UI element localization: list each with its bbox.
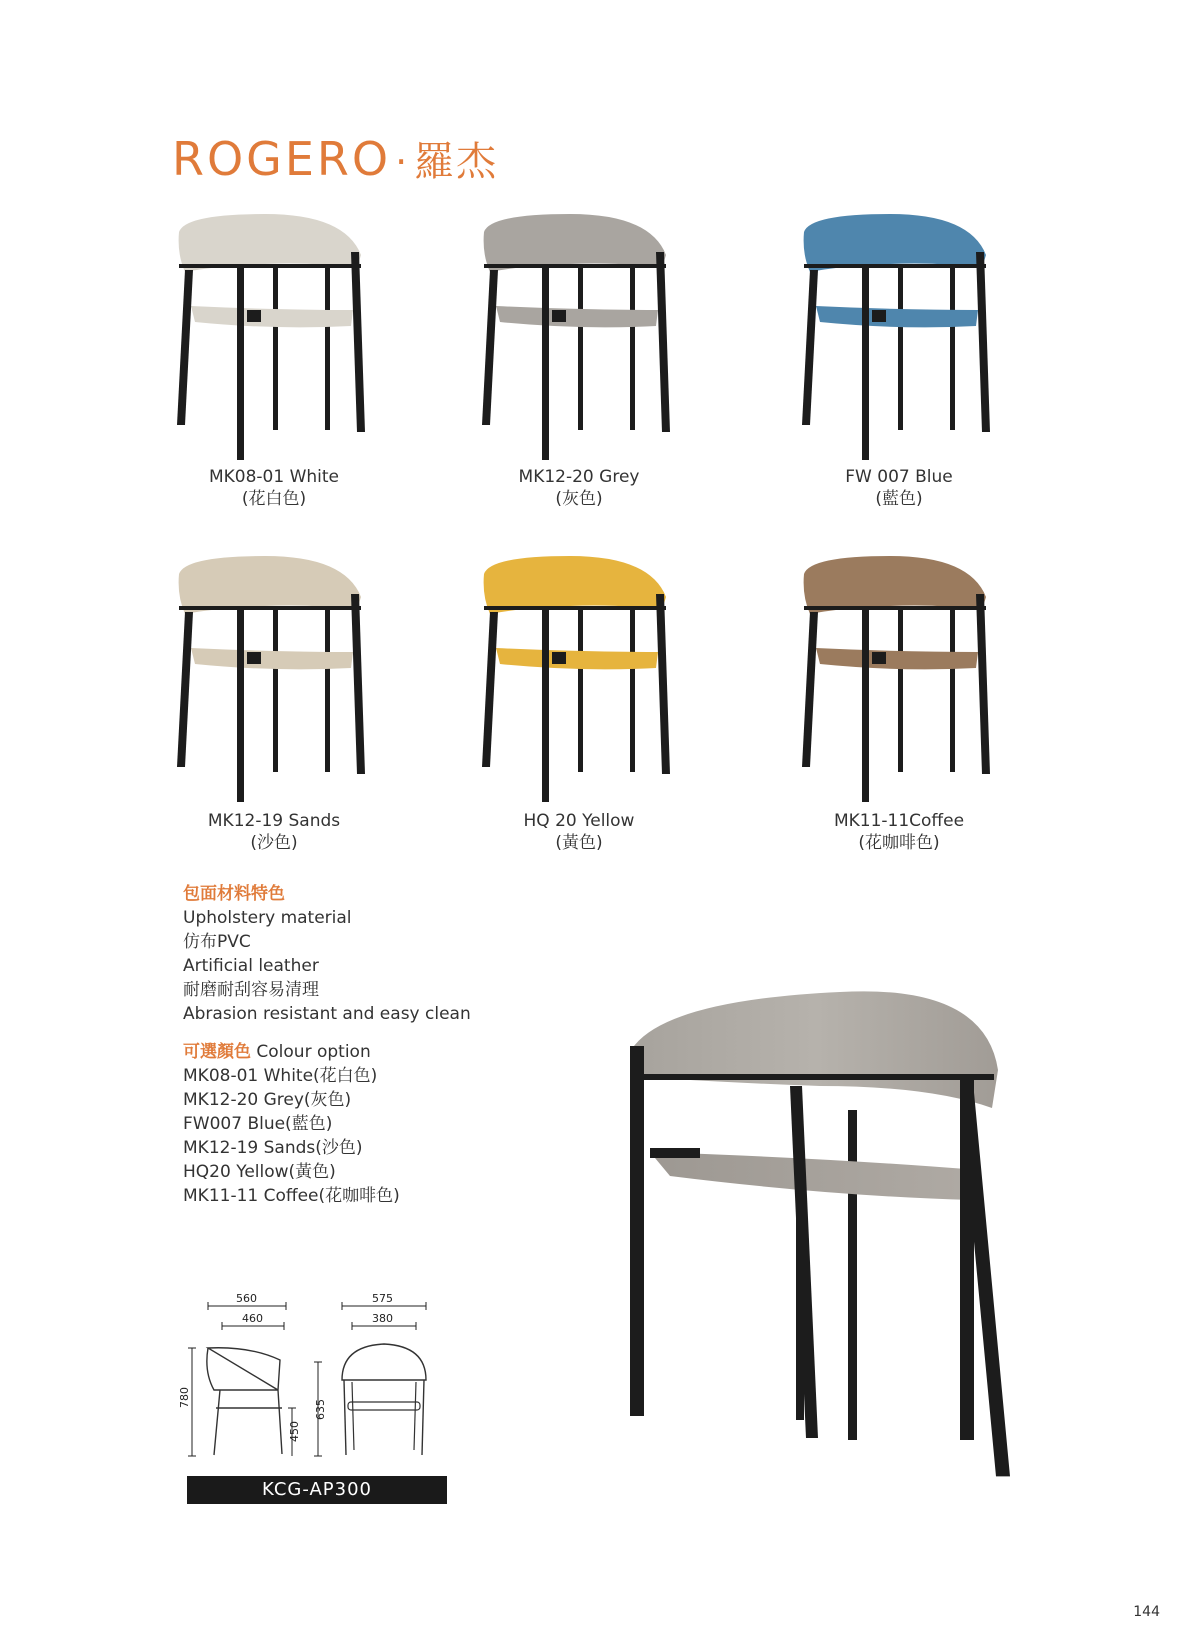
chair-leg xyxy=(482,270,498,425)
chair-code: MK08-01 White xyxy=(208,467,340,487)
dim-arm-height: 635 xyxy=(314,1399,327,1420)
chair-leg xyxy=(482,612,498,767)
spec-line: 仿布PVC xyxy=(183,932,251,952)
chair-leg xyxy=(237,606,244,802)
chair-leg xyxy=(898,265,903,430)
colour-option: HQ20 Yellow(黃色) xyxy=(183,1162,336,1182)
chair-backrest xyxy=(804,214,986,272)
dim-front-seat-width: 380 xyxy=(372,1312,393,1325)
chair-back-rail xyxy=(484,264,666,268)
colour-option: MK11-11 Coffee(花咖啡色) xyxy=(183,1186,400,1206)
chair-image-coffee xyxy=(800,552,1060,822)
chair-back-rail xyxy=(179,264,361,268)
chair-code: FW 007 Blue xyxy=(845,467,953,487)
material-specs xyxy=(183,882,471,1026)
dim-front-width: 575 xyxy=(372,1292,393,1305)
chair-image-yellow xyxy=(480,552,740,822)
brand-separator: · xyxy=(395,140,411,184)
colour-option: FW007 Blue(藍色) xyxy=(183,1114,333,1134)
chair-leg xyxy=(351,594,365,774)
chair-leg xyxy=(862,264,869,460)
chair-code: MK12-19 Sands xyxy=(207,811,341,831)
spec-line: 耐磨耐刮容易清理 xyxy=(183,980,319,1000)
chair-seat-bracket xyxy=(247,652,261,664)
spec-line: Upholstery material xyxy=(183,908,352,928)
colour-options xyxy=(183,1040,400,1208)
chair-image-grey xyxy=(480,210,740,480)
chair-back-rail xyxy=(804,264,986,268)
chair-code: HQ 20 Yellow xyxy=(523,811,635,831)
chair-caption-grey xyxy=(429,466,729,510)
chair-leg xyxy=(325,597,330,772)
chair-color-cn: (藍色) xyxy=(875,489,923,509)
chair-leg xyxy=(578,265,583,430)
chair-caption-yellow xyxy=(429,810,729,854)
chair-leg xyxy=(630,597,635,772)
page-title xyxy=(172,130,498,187)
chair-leg xyxy=(325,255,330,430)
brand-name: ROGERO xyxy=(172,132,392,186)
chair-color-cn: (灰色) xyxy=(555,489,603,509)
chair-leg xyxy=(976,594,990,774)
chair-backrest xyxy=(179,556,361,614)
chair-backrest xyxy=(484,214,666,272)
chair-image-white xyxy=(175,210,435,480)
dim-height: 780 xyxy=(178,1387,191,1408)
chair-seat-bracket xyxy=(872,652,886,664)
colour-heading-en: Colour option xyxy=(251,1042,371,1062)
chair-backrest xyxy=(804,556,986,614)
chair-leg xyxy=(656,252,670,432)
chair-seat-bracket xyxy=(552,310,566,322)
chair-leg xyxy=(950,255,955,430)
chair-seat-bracket xyxy=(247,310,261,322)
dimension-drawing xyxy=(180,1290,450,1500)
chair-leg xyxy=(656,594,670,774)
chair-code: MK11-11Coffee xyxy=(833,811,965,831)
chair-caption-coffee xyxy=(749,810,1049,854)
chair-back-rail xyxy=(484,606,666,610)
model-number: KCG-AP300 xyxy=(187,1476,447,1504)
chair-leg xyxy=(177,612,193,767)
page-edge xyxy=(0,0,4,1640)
colour-heading xyxy=(183,1040,400,1064)
chair-color-cn: (沙色) xyxy=(250,833,298,853)
chair-back-rail xyxy=(179,606,361,610)
chair-leg xyxy=(177,270,193,425)
material-heading: 包面材料特色 xyxy=(183,884,285,904)
colour-option: MK12-19 Sands(沙色) xyxy=(183,1138,363,1158)
chair-caption-white xyxy=(124,466,424,510)
spec-line: Artificial leather xyxy=(183,956,319,976)
chair-leg xyxy=(802,612,818,767)
chair-leg xyxy=(862,606,869,802)
chair-backrest xyxy=(179,214,361,272)
colour-heading-cn: 可選顏色 xyxy=(183,1042,251,1062)
dim-side-seat-width: 460 xyxy=(242,1312,263,1325)
chair-leg xyxy=(351,252,365,432)
chair-leg xyxy=(273,265,278,430)
chair-caption-sands xyxy=(124,810,424,854)
brand-name-cn: 羅杰 xyxy=(414,139,499,185)
chair-image-blue xyxy=(800,210,1060,480)
chair-leg xyxy=(273,607,278,772)
chair-leg xyxy=(578,607,583,772)
chair-leg xyxy=(898,607,903,772)
dim-seat-height: 450 xyxy=(288,1421,301,1442)
chair-leg xyxy=(542,264,549,460)
page-number: 144 xyxy=(1133,1604,1160,1620)
chair-backrest xyxy=(484,556,666,614)
chair-color-cn: (花咖啡色) xyxy=(858,833,940,853)
chair-image-large xyxy=(630,990,1070,1520)
chair-color-cn: (黃色) xyxy=(555,833,603,853)
chair-leg xyxy=(950,597,955,772)
chair-leg xyxy=(542,606,549,802)
chair-leg xyxy=(802,270,818,425)
chair-leg xyxy=(237,264,244,460)
chair-color-cn: (花白色) xyxy=(241,489,307,509)
chair-caption-blue xyxy=(749,466,1049,510)
colour-option: MK08-01 White(花白色) xyxy=(183,1066,378,1086)
chair-image-sands xyxy=(175,552,435,822)
spec-line: Abrasion resistant and easy clean xyxy=(183,1004,471,1024)
chair-leg xyxy=(630,255,635,430)
dim-side-width: 560 xyxy=(236,1292,257,1305)
chair-leg xyxy=(976,252,990,432)
chair-back-rail xyxy=(804,606,986,610)
chair-code: MK12-20 Grey xyxy=(518,467,640,487)
chair-seat-bracket xyxy=(552,652,566,664)
chair-seat-bracket xyxy=(872,310,886,322)
colour-option: MK12-20 Grey(灰色) xyxy=(183,1090,352,1110)
